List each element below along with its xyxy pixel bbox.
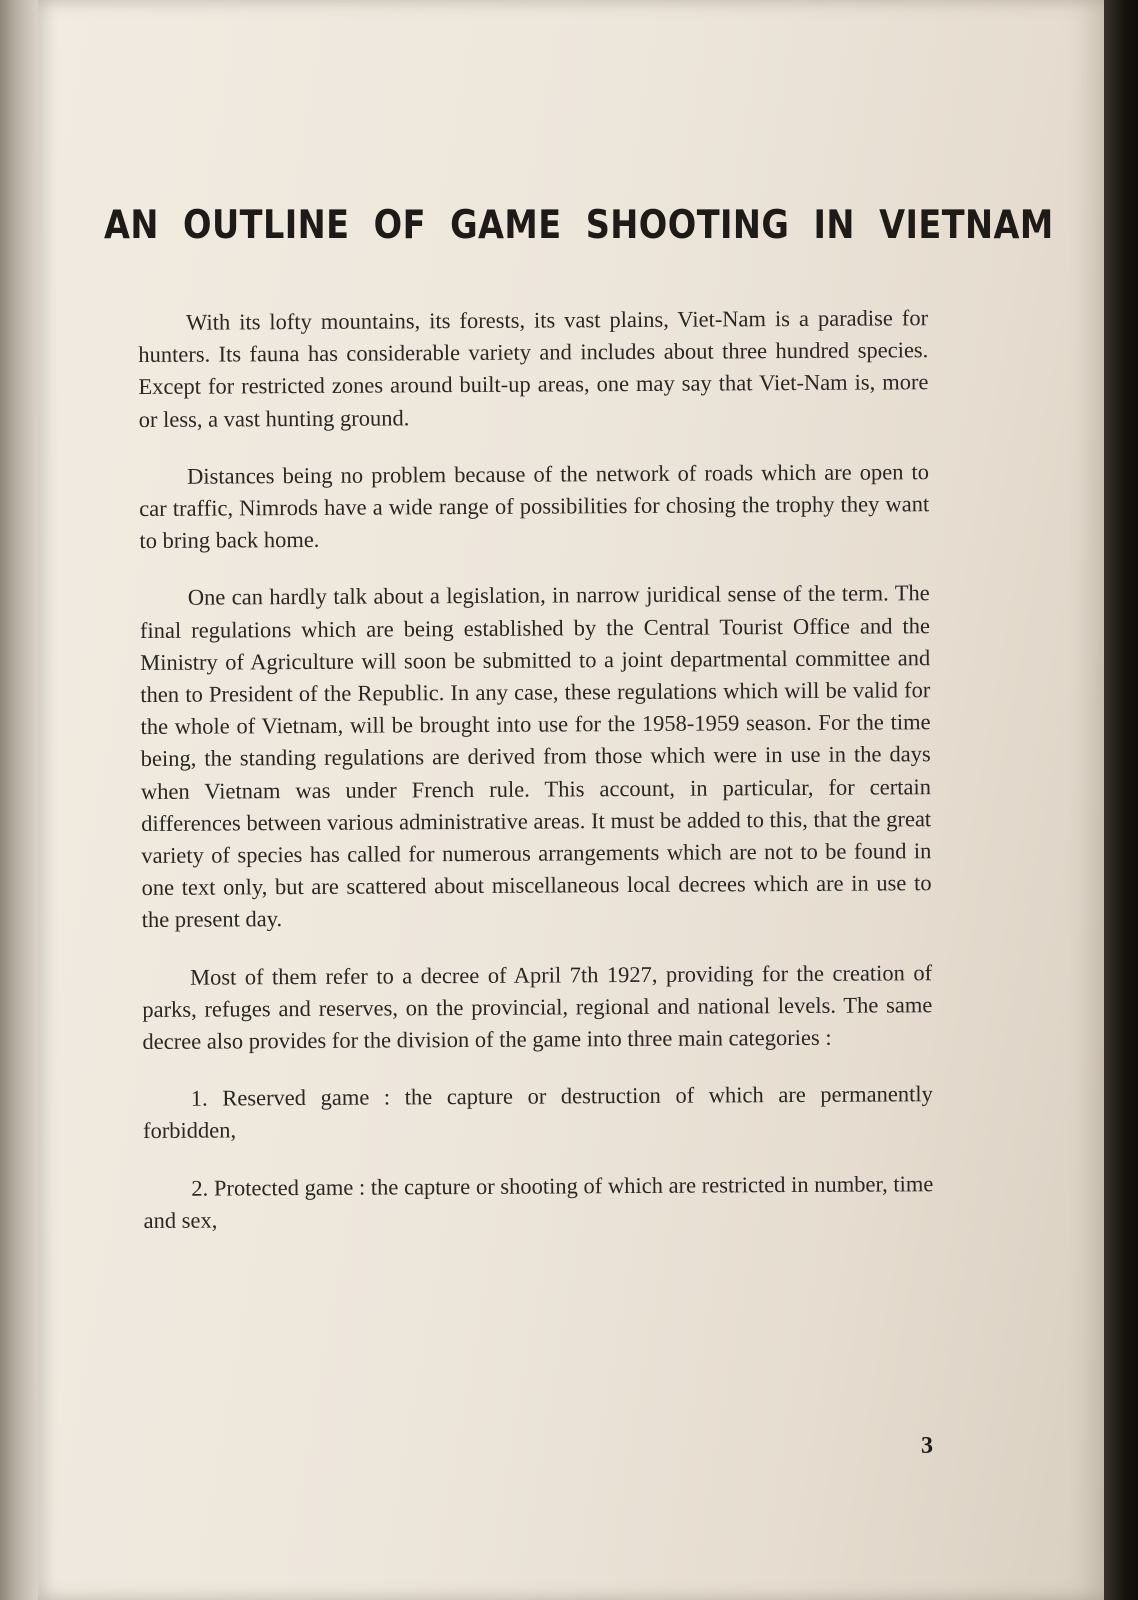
paragraph: One can hardly talk about a legislation, in narrow juridical sense of the term. The final regulations which are being established by the Central Tourist Office and the Ministry of Agriculture will soon be submitted to a joint departmental committee and then to President of the Republic. In any case, these regulations which will be valid for the whole of Vietnam, will be brought into use for the 1958-1959 season. For the time being, the standing regulations are derived from those which were in use in the days when Vietnam was under French rule. This account, in particular, for certain differences between various administrative areas. It must be added to this, that the great variety of species has called for numerous arrangements which are not to be found in one text only, but are scattered about miscellaneous local decrees which are in use to the present day.: [139, 580, 932, 933]
paragraph: With its lofty mountains, its forests, its vast plains, Viet-Nam is a paradise for hunters. Its fauna has considerable variety and includes about three hundred species. Except for restricted zones around built-up areas, one may say that Viet-Nam is, more or less, a vast hunting ground.: [138, 305, 929, 432]
previous-page-edge: [0, 0, 40, 1600]
paragraph: Distances being no problem because of the network of roads which are open to car traffic, Nimrods have a wide range of possibilities for chosing the trophy they want to bring back home.: [139, 458, 930, 554]
paragraph: Most of them refer to a decree of April 7th 1927, providing for the creation of parks, refuges and reserves, on the provincial, regional and national levels. The same decree also provides for the division of the game into three main categories :: [142, 959, 933, 1055]
list-item-reserved-game: 1. Reserved game : the capture or destruction of which are permanently forbidden,: [142, 1081, 933, 1144]
dark-background-edge: [1104, 0, 1138, 1600]
list-item-protected-game: 2. Protected game : the capture or shooting of which are restricted in number, time and sex,: [143, 1170, 934, 1233]
page-title: AN OUTLINE OF GAME SHOOTING IN VIETNAM: [104, 203, 1054, 248]
body-text: [138, 302, 934, 1262]
page-number: 3: [921, 1433, 933, 1459]
